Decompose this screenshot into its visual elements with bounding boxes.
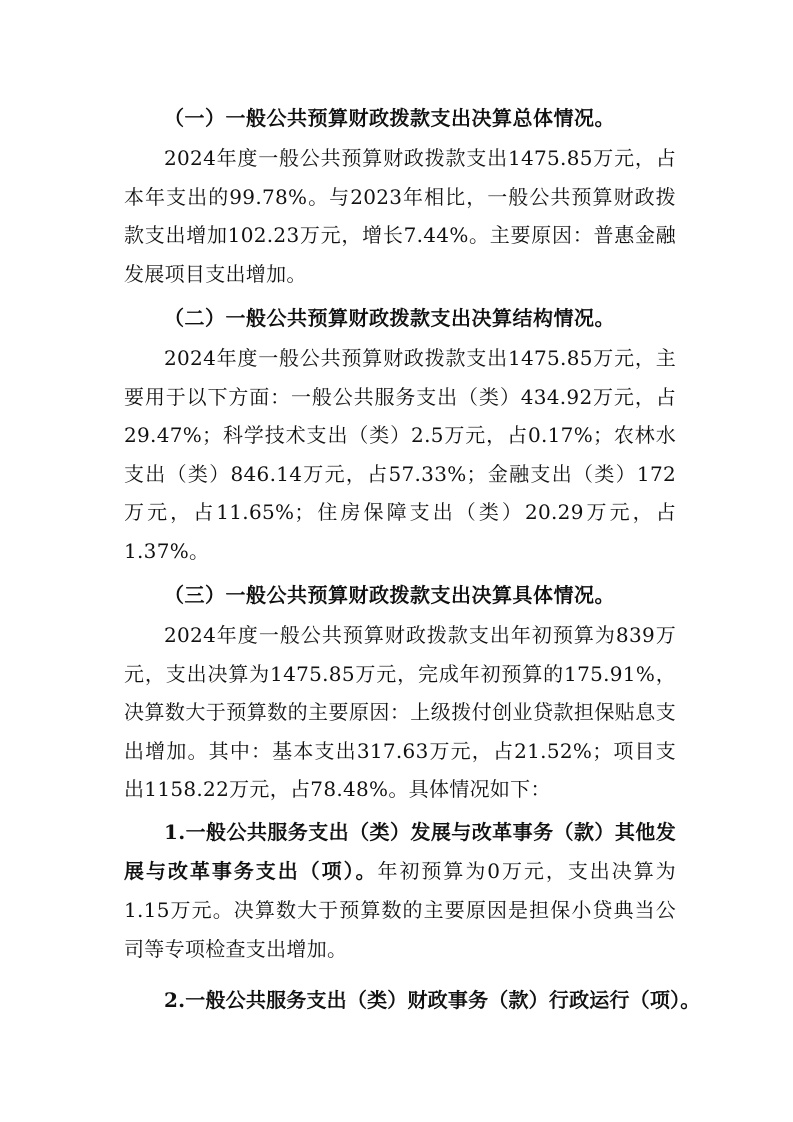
section-heading-details: （三）一般公共预算财政拨款支出决算具体情况。 (164, 583, 615, 607)
section-heading-overall: （一）一般公共预算财政拨款支出决算总体情况。 (164, 106, 615, 130)
section-heading-structure: （二）一般公共预算财政拨款支出决算结构情况。 (164, 306, 615, 330)
section-paragraph-overall: 2024年度一般公共预算财政拨款支出1475.85万元，占本年支出的99.78%。与2023年相比，一般公共预算财政拨款支出增加102.23万元，增长7.44%。主要原因：普惠金融发展项目支出增加。 (124, 146, 676, 286)
document-body (124, 97, 701, 1020)
detail-item-2-title: 2.一般公共服务支出（类）财政事务（款）行政运行（项）。 (164, 987, 701, 1012)
detail-item-1-title: 1.一般公共服务支出（类）发展与改革事务（款）其他发展与改革事务支出（项）。 (124, 819, 676, 883)
detail-item-1-text: 年初预算为0万元，支出决算为1.15万元。决算数大于预算数的主要原因是担保小贷典当公司等专项检查支出增加。 (124, 858, 676, 961)
detail-item-1 (124, 813, 676, 969)
section-paragraph-structure: 2024年度一般公共预算财政拨款支出1475.85万元，主要用于以下方面：一般公共服务支出（类）434.92万元，占29.47%；科学技术支出（类）2.5万元，占0.17%；农林水支出（类）846.14万元，占57.33%；金融支出（类）172万元，占11.65%；住房保障支出（类）20.29万元，占1.37%。 (124, 346, 676, 563)
section-paragraph-details: 2024年度一般公共预算财政拨款支出年初预算为839万元，支出决算为1475.85万元，完成年初预算的175.91%，决算数大于预算数的主要原因：上级拨付创业贷款担保贴息支出增加。其中：基本支出317.63万元，占21.52%；项目支出1158.22万元，占78.48%。具体情况如下： (124, 623, 676, 801)
